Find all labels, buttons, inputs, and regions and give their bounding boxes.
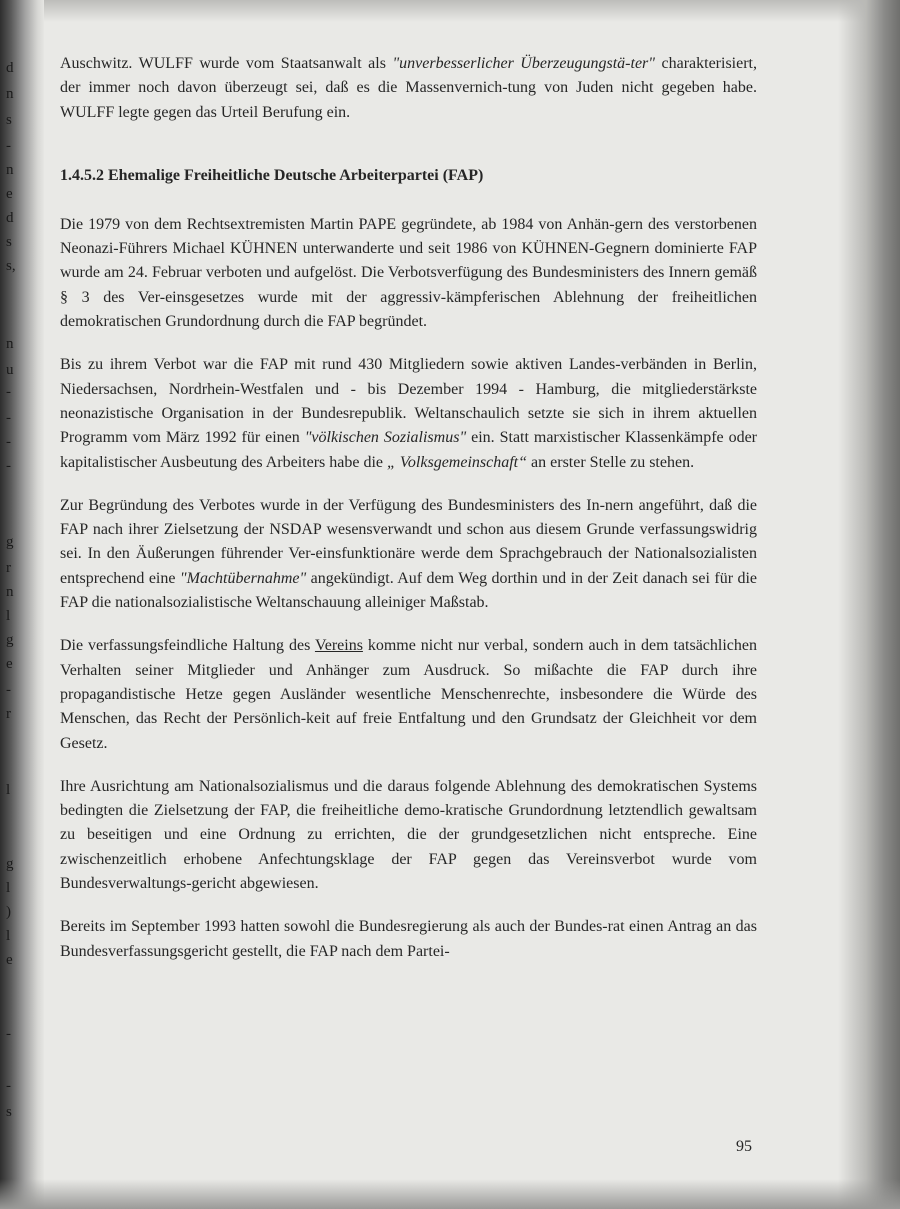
paragraph-anticonstitutional-stance: Die verfassungsfeindliche Haltung des Vereins komme nicht nur verbal, sondern auch in dem tatsächlichen Verhalten seiner Mitglieder und Anhänger zum Ausdruck. So mißachte die FAP durch ihre propagandistische Hetze gegen Ausländer wesentliche Menschenrechte, insbesondere die Würde des Menschen, das Recht der Persönlich-keit auf freie Entfaltung und den Grundsatz der Gleichheit vor dem Gesetz. [60, 637, 757, 752]
margin-fragment: l [6, 782, 11, 798]
quote-unverbesserlicher: "unverbesserlicher Überzeugungstä-ter" [392, 55, 655, 72]
margin-fragment: l [6, 608, 11, 624]
scan-bottom-shadow [0, 1179, 900, 1209]
margin-fragment: - [6, 384, 11, 400]
margin-fragment: l [6, 880, 11, 896]
margin-fragment: ) [6, 904, 11, 920]
margin-fragment: s [6, 112, 12, 128]
margin-fragment: r [6, 560, 11, 576]
previous-page-margin-fragments [6, 0, 26, 1209]
margin-fragment: g [6, 856, 14, 872]
margin-fragment: - [6, 138, 11, 154]
intro-paragraph: Auschwitz. WULFF wurde vom Staatsanwalt als "unverbesserlicher Überzeugungstä-ter" charakterisiert, der immer noch davon überzeugt sei, daß es die Massenvernich-tung von Juden nicht gegeben habe. WULFF legte gegen das Urteil Berufung ein. [60, 55, 757, 121]
scan-right-shadow [838, 0, 900, 1209]
margin-fragment: e [6, 656, 13, 672]
margin-fragment: e [6, 186, 13, 202]
margin-fragment: s [6, 1104, 12, 1120]
margin-fragment: - [6, 682, 11, 698]
margin-fragment: g [6, 632, 14, 648]
underlined-vereins: Vereins [314, 637, 363, 655]
margin-fragment: - [6, 410, 11, 426]
paragraph-ban-reasoning: Zur Begründung des Verbotes wurde in der Verfügung des Bundesministers des In-nern angeführt, daß die FAP nach ihrer Zielsetzung der NSDAP wesensverwandt und schon aus diesem Grunde verfassungswidrig sei. In den Äußerungen führender Ver-einsfunktionäre werde dem Sprachgebrauch der Nationalsozialisten entsprechend eine "Machtübernahme" angekündigt. Auf dem Weg dorthin und in der Zeit danach sei für die FAP die nationalsozialistische Weltanschauung alleiniger Maßstab. [60, 496, 757, 612]
page-content [60, 52, 757, 964]
paragraph-fap-founding: Die 1979 von dem Rechtsextremisten Martin PAPE gegründete, ab 1984 von Anhän-gern des verstorbenen Neonazi-Führers Michael KÜHNEN unterwanderte und seit 1986 von KÜHNEN-Gegnern dominierte FAP wurde am 24. Februar verboten und aufgelöst. Die Verbotsverfügung des Bundesministers des Innern gemäß § 3 des Ver-einsgesetzes wurde mit der aggressiv-kämpferischen Ablehnung der freiheitlichen demokratischen Grundordnung durch die FAP begründet. [60, 215, 757, 331]
page-number: 95 [736, 1138, 752, 1155]
margin-fragment: n [6, 584, 14, 600]
margin-fragment: g [6, 534, 14, 550]
margin-fragment: s, [6, 258, 16, 274]
paragraph-party-ban-request: Bereits im September 1993 hatten sowohl die Bundesregierung als auch der Bundes-rat einen Antrag an das Bundesverfassungsgericht gestellt, die FAP nach dem Partei- [60, 918, 757, 960]
paragraph-national-socialism: Ihre Ausrichtung am Nationalsozialismus und die daraus folgende Ablehnung des demokratischen Systems bedingten die Zielsetzung der FAP, die freiheitliche demo-kratische Grundordnung letztendlich gewaltsam zu beseitigen und eine Ordnung zu errichten, die der grundgesetzlichen nicht entspreche. Eine zwischenzeitlich erhobene Anfechtungsklage der FAP gegen das Vereinsverbot wurde vom Bundesverwaltungs-gericht abgewiesen. [60, 777, 757, 893]
quote-voelkischer-sozialismus: "völkischen Sozialismus" [304, 429, 467, 447]
margin-fragment: n [6, 162, 14, 178]
scan-top-shadow [0, 0, 900, 22]
quote-machtuebernahme: "Machtübernahme" [179, 569, 307, 587]
paragraph-fap-membership: Bis zu ihrem Verbot war die FAP mit rund 430 Mitgliedern sowie aktiven Landes-verbänden in Berlin, Niedersachsen, Nordrhein-Westfalen und - bis Dezember 1994 - Hamburg, die mitgliederstärkste neonazistische Organisation in der Bundesrepublik. Weltanschaulich setzte sie sich in ihrem aktuellen Programm vom März 1992 für einen "völkischen Sozialismus" ein. Statt marxistischer Klassenkämpfe oder kapitalistischer Ausbeutung des Arbeiters habe die „ Volksgemeinschaft“ an erster Stelle zu stehen. [60, 356, 758, 471]
margin-fragment: d [6, 210, 14, 226]
margin-fragment: e [6, 952, 13, 968]
margin-fragment: n [6, 336, 14, 352]
margin-fragment: u [6, 362, 14, 378]
margin-fragment: n [6, 86, 14, 102]
margin-fragment: - [6, 434, 11, 450]
margin-fragment: - [6, 1078, 11, 1094]
margin-fragment: l [6, 928, 11, 944]
margin-fragment: - [6, 1026, 11, 1042]
margin-fragment: d [6, 60, 14, 76]
margin-fragment: r [6, 706, 11, 722]
section-heading: 1.4.5.2 Ehemalige Freiheitliche Deutsche Arbeiterpartei (FAP) [60, 166, 484, 184]
quote-volksgemeinschaft: „ Volksgemeinschaft“ [387, 453, 528, 471]
margin-fragment: s [6, 234, 12, 250]
margin-fragment: - [6, 458, 11, 474]
